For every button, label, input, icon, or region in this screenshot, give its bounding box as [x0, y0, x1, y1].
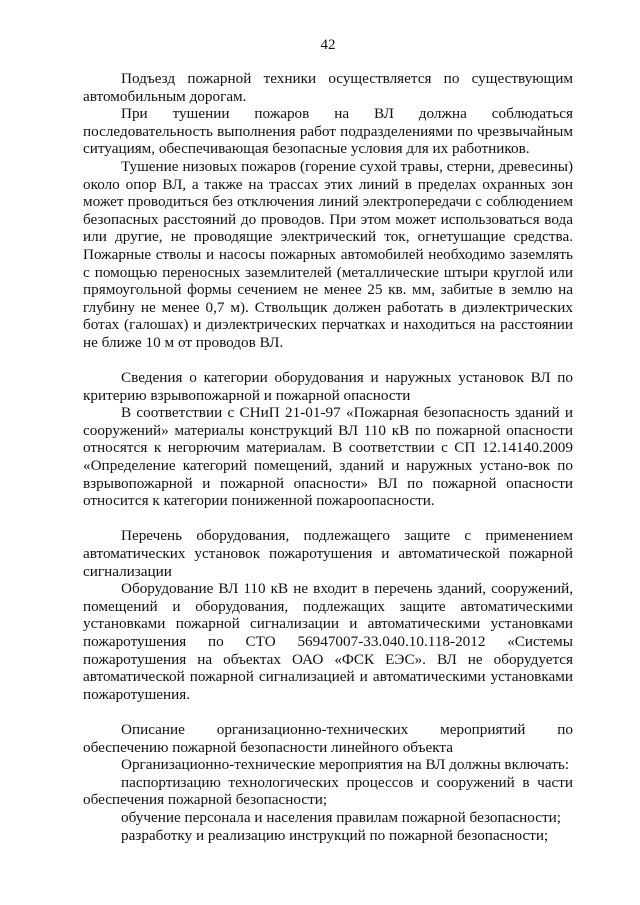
section-heading-equipment-category: Сведения о категории оборудования и наружных установок ВЛ по критерию взрывопожарной и пожарной опасности	[83, 369, 573, 404]
section-heading-organizational-measures: Описание организационно-технических мероприятий по обеспечению пожарной безопасности линейного объекта	[83, 720, 573, 756]
list-item-training: обучение персонала и населения правилам пожарной безопасности;	[121, 808, 561, 826]
paragraph-fire-access: Подъезд пожарной техники осуществляется по существующим автомобильным дорогам.	[83, 70, 573, 105]
list-item-certification: паспортизацию технологических процессов и сооружений в части обеспечения пожарной безопасности;	[83, 773, 573, 809]
paragraph-ground-fires: Тушение низовых пожаров (горение сухой травы, стерни, древесины) около опор ВЛ, а также на трассах этих линий в пределах охранных зон может проводиться без отключения линий электропередачи с соблюдением безопасных расстояний до проводов. При этом может использоваться вода или другие, не проводящие электрический ток, огнетушащие средства. Пожарные стволы и насосы пожарных автомобилей необходимо заземлять с помощью переносных заземлителей (металлические штыри круглой или прямоугольной формы сечением не менее 25 кв. мм, забитые в землю на глубину не менее 0,7 м). Ствольщик должен работать в диэлектрических ботах (галошах) и диэлектрических перчатках и находиться на расстоянии не ближе 10 м от проводов ВЛ.	[83, 157, 573, 351]
paragraph-snip-compliance: В соответствии с СНиП 21-01-97 «Пожарная безопасность зданий и сооружений» материалы конструкций ВЛ 110 кВ по пожарной опасности относятся к негорючим материалам. В соответствии с СП 12.14140.2009 «Определение категорий помещений, зданий и наружных устано-вок по взрывопожарной и пожарной опасности» ВЛ по пожарной опасности относится к категории пониженной пожароопасности.	[83, 404, 573, 510]
paragraph-equipment-list: Оборудование ВЛ 110 кВ не входит в перечень зданий, сооружений, помещений и оборудования, подлежащих защите автоматическими установками пожарной сигнализации и автоматическими установками пожаротушения по СТО 56947007-33.040.10.118-2012 «Системы пожаротушения на объектах ОАО «ФСК ЕЭС». ВЛ не оборудуется автоматической пожарной сигнализацией и автоматическими установками пожаротушения.	[83, 580, 573, 703]
document-body	[83, 70, 573, 844]
page-number: 42	[320, 37, 336, 53]
paragraph-extinguishing-sequence: При тушении пожаров на ВЛ должна соблюдаться последовательность выполнения работ подразделениями по чрезвычайным ситуациям, обеспечивающая безопасные условия для их работников.	[83, 105, 573, 158]
list-item-instructions: разработку и реализацию инструкций по пожарной безопасности;	[121, 826, 549, 844]
section-heading-protected-equipment: Перечень оборудования, подлежащего защите с применением автоматических установок пожаротушения и автоматической пожарной сигнализации	[83, 527, 573, 580]
paragraph-measures-intro: Организационно-технические мероприятия на ВЛ должны включать:	[121, 756, 570, 774]
